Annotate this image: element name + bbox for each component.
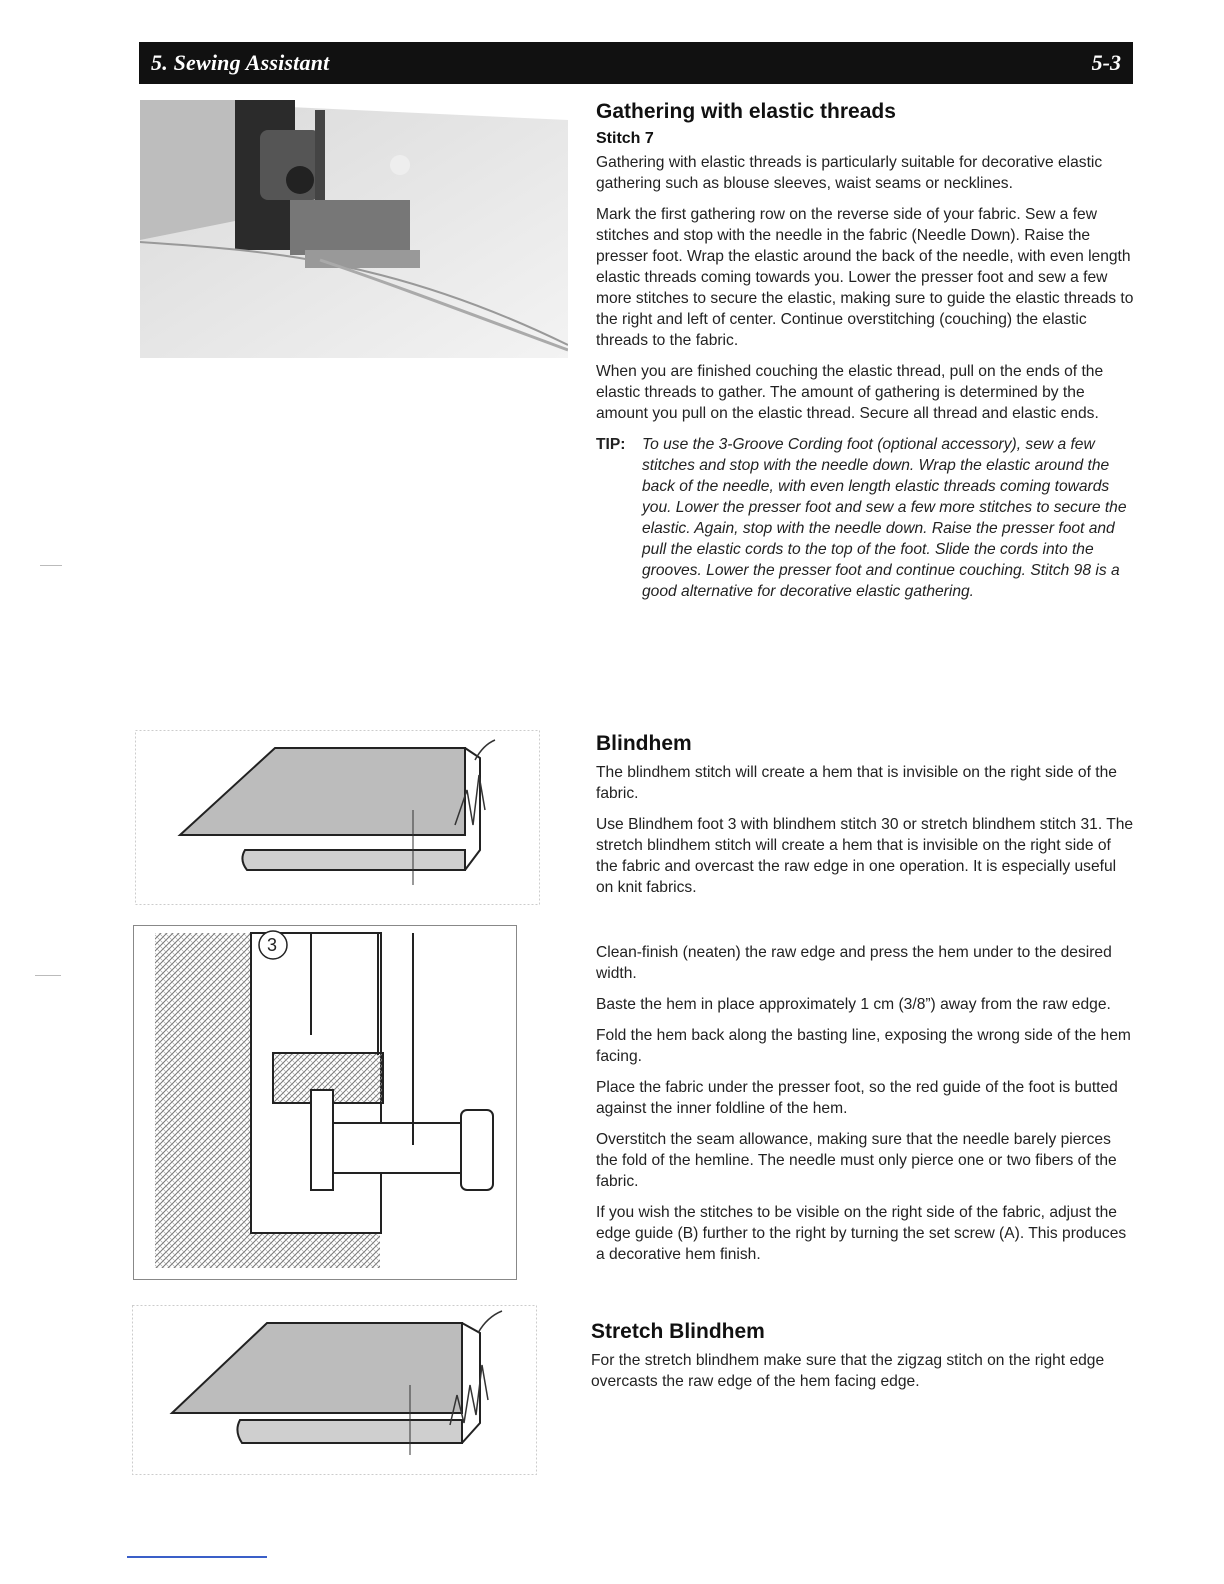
- blindhem-diagram: [135, 730, 540, 905]
- section-title: 5. Sewing Assistant: [151, 50, 330, 75]
- blindhem-step: Fold the hem back along the basting line, exposing the wrong side of the hem facing.: [596, 1027, 1131, 1065]
- gathering-title: Gathering with elastic threads: [596, 100, 896, 123]
- gathering-paragraph-3: When you are finished couching the elastic thread, pull on the ends of the elastic threads to gather. The amount of gathering is determined by the amount you pull on the elastic thread. Secure all thread and elastic ends.: [596, 363, 1104, 422]
- gathering-photo: [140, 100, 568, 358]
- blindhem-steps: [596, 942, 1136, 1275]
- blindhem-step: Clean-finish (neaten) the raw edge and press the hem under to the desired width.: [596, 944, 1112, 982]
- stretch-blindhem-title: Stretch Blindhem: [591, 1320, 765, 1343]
- gathering-paragraph-2: Mark the first gathering row on the reverse side of your fabric. Sew a few stitches and stop with the needle in the fabric (Needle Down). Raise the presser foot. Wrap the elastic around the back of the needle, with even length elastic threads coming towards you. Lower the presser foot and sew a few more stitches to secure the elastic, making sure to guide the elastic threads to the right and left of center. Continue overstitching (couching) the elastic threads to the fabric.: [596, 206, 1134, 349]
- foot-number: 3: [267, 935, 278, 955]
- blindhem-step: Place the fabric under the presser foot, so the red guide of the foot is butted against the inner foldline of the hem.: [596, 1079, 1118, 1117]
- scan-mark: [40, 565, 62, 566]
- blindhem-title: Blindhem: [596, 732, 692, 755]
- page-header: [139, 42, 1133, 84]
- blindhem-paragraph-2: Use Blindhem foot 3 with blindhem stitch 30 or stretch blindhem stitch 31. The stretch blindhem stitch will create a hem that is invisible on the right side of the fabric and overcast the raw edge in one operation. It is especially useful on knit fabrics.: [596, 816, 1134, 896]
- tip-text: To use the 3-Groove Cording foot (optional accessory), sew a few stitches and stop with the needle down. Wrap the elastic around the back of the needle, with even length elastic threads coming towards you. Lower the presser foot and sew a few more stitches to secure the elastic. Again, stop with the needle down. Raise the presser foot and pull the elastic cords to the top of the foot. Slide the cords into the grooves. Lower the presser foot and continue couching. Stitch 98 is a good alternative for decorative elastic gathering.: [642, 436, 1127, 600]
- stretch-blindhem-paragraph: For the stretch blindhem make sure that the zigzag stitch on the right edge overcasts the raw edge of the hem facing edge.: [591, 1352, 1105, 1390]
- blindhem-step: Baste the hem in place approximately 1 cm (3/8”) away from the raw edge.: [596, 996, 1111, 1013]
- gathering-paragraph-1: Gathering with elastic threads is particularly suitable for decorative elastic gathering such as blouse sleeves, waist seams or necklines.: [596, 154, 1103, 192]
- tip-label: TIP:: [596, 436, 626, 453]
- gathering-stitch: Stitch 7: [596, 130, 654, 147]
- page-number: 5-3: [1091, 50, 1121, 75]
- blindhem-paragraph-1: The blindhem stitch will create a hem that is invisible on the right side of the fabric.: [596, 764, 1117, 802]
- gathering-tip: [596, 434, 1136, 602]
- blindhem-step: Overstitch the seam allowance, making sure that the needle barely pierces the fold of the hemline. The needle must only pierce one or two fibers of the fabric.: [596, 1131, 1117, 1190]
- gathering-section: [596, 100, 1136, 602]
- blindhem-foot-diagram: [133, 925, 517, 1280]
- footer-rule: [127, 1556, 267, 1558]
- stretch-blindhem-diagram: [132, 1305, 537, 1475]
- blindhem-step: If you wish the stitches to be visible on the right side of the fabric, adjust the edge guide (B) further to the right by turning the set screw (A). This produces a decorative hem finish.: [596, 1204, 1127, 1263]
- scan-mark: [35, 975, 61, 976]
- stretch-blindhem-section: [591, 1320, 1131, 1402]
- blindhem-section: [596, 732, 1136, 908]
